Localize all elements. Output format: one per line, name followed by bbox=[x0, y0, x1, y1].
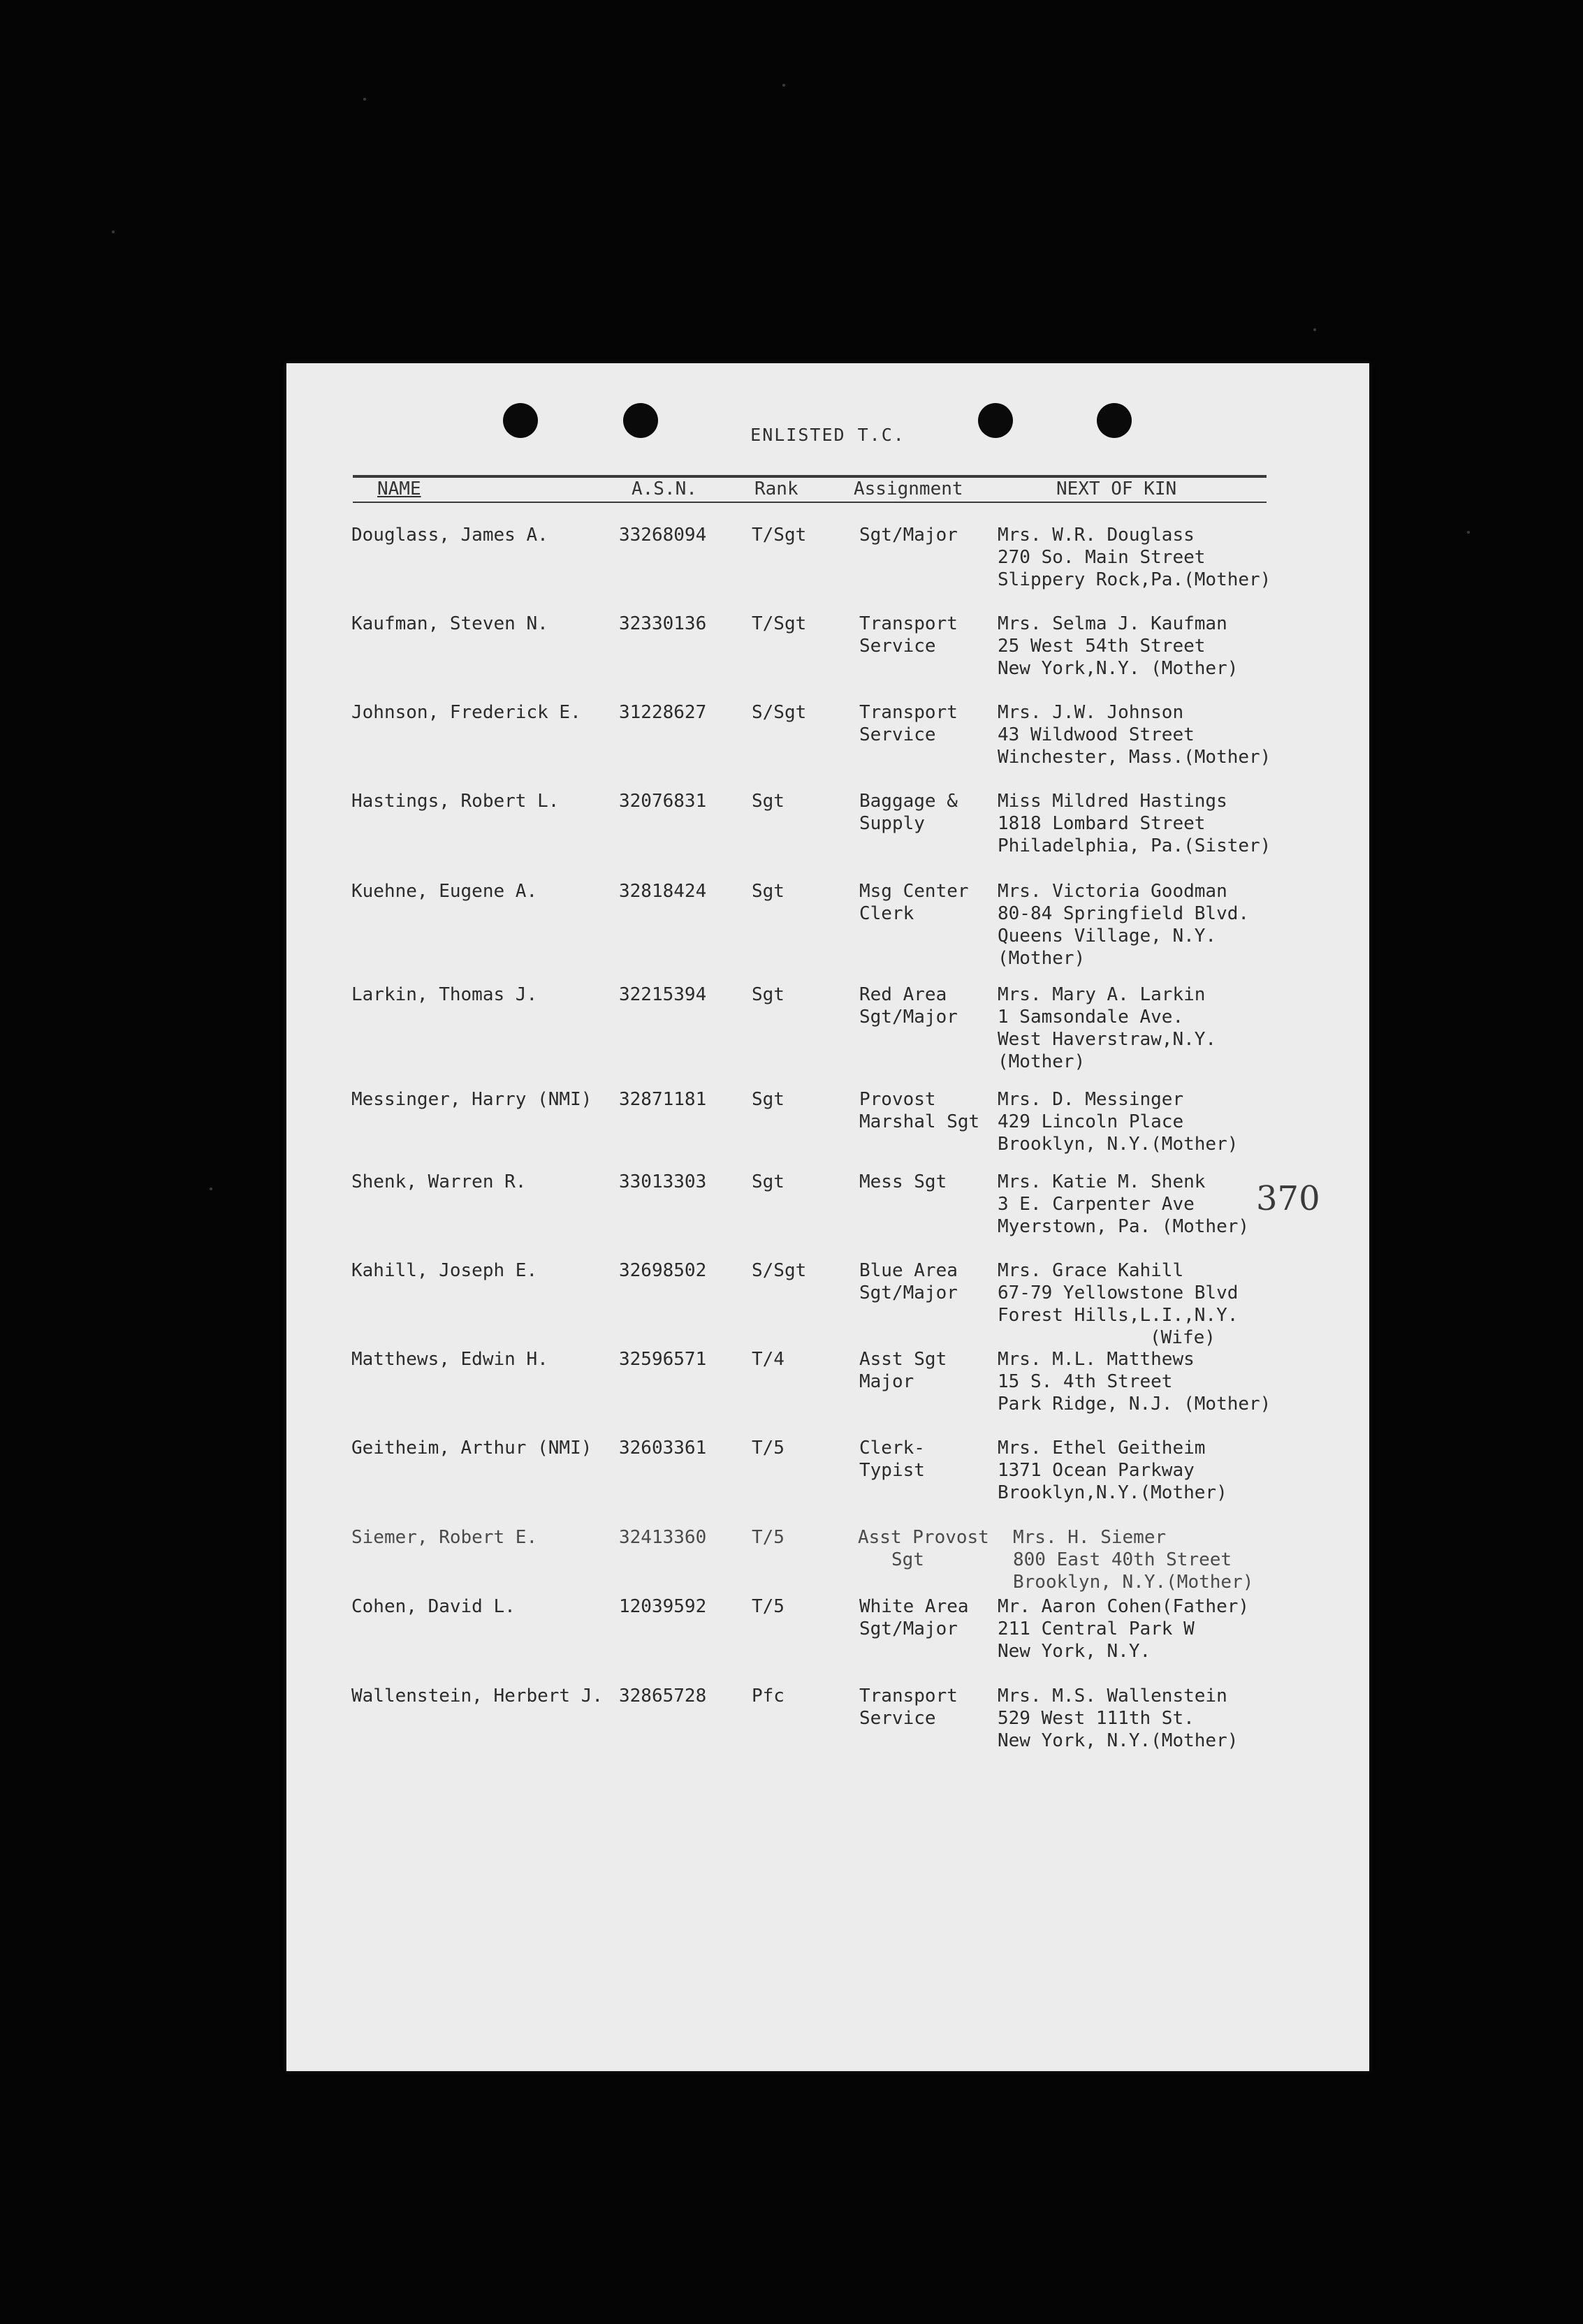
rank: T/5 bbox=[752, 1438, 785, 1459]
next-of-kin-line: Mr. Aaron Cohen(Father) bbox=[998, 1596, 1250, 1617]
next-of-kin-line: 211 Central Park W bbox=[998, 1618, 1195, 1639]
assignment bbox=[858, 1526, 989, 1571]
serial-number: 33268094 bbox=[619, 525, 707, 546]
next-of-kin-line: Mrs. Grace Kahill bbox=[998, 1260, 1184, 1281]
assignment-line: Marshal Sgt bbox=[859, 1111, 980, 1132]
assignment-line: Sgt bbox=[891, 1549, 924, 1570]
next-of-kin-line: Mrs. Katie M. Shenk bbox=[998, 1171, 1206, 1192]
serial-number: 32603361 bbox=[619, 1438, 707, 1459]
assignment bbox=[859, 524, 958, 546]
document-title: ENLISTED T.C. bbox=[750, 425, 905, 445]
assignment-line: Transport bbox=[859, 613, 958, 634]
next-of-kin bbox=[998, 701, 1271, 768]
assignment-line: Asst Sgt bbox=[859, 1349, 947, 1370]
next-of-kin-line: Mrs. Ethel Geitheim bbox=[998, 1438, 1206, 1459]
next-of-kin bbox=[998, 880, 1249, 970]
assignment-line: Sgt/Major bbox=[859, 1007, 958, 1028]
soldier-name: Hastings, Robert L. bbox=[351, 791, 560, 812]
next-of-kin bbox=[998, 790, 1271, 857]
next-of-kin bbox=[998, 613, 1238, 680]
serial-number: 32413360 bbox=[619, 1527, 707, 1548]
soldier-name: Cohen, David L. bbox=[351, 1596, 516, 1617]
next-of-kin-line: 529 West 111th St. bbox=[998, 1708, 1195, 1729]
next-of-kin-line: Brooklyn,N.Y.(Mother) bbox=[998, 1482, 1227, 1503]
serial-number: 32698502 bbox=[619, 1260, 707, 1281]
serial-number: 12039592 bbox=[619, 1596, 707, 1617]
assignment-line: Typist bbox=[859, 1460, 925, 1481]
next-of-kin-line: Forest Hills,L.I.,N.Y. bbox=[998, 1305, 1239, 1326]
next-of-kin-line: 1 Samsondale Ave. bbox=[998, 1007, 1184, 1028]
serial-number: 32215394 bbox=[619, 984, 707, 1005]
assignment bbox=[859, 1595, 969, 1640]
assignment bbox=[859, 880, 969, 925]
soldier-name: Shenk, Warren R. bbox=[351, 1171, 527, 1192]
assignment-line: Provost bbox=[859, 1089, 936, 1110]
next-of-kin-line: 1818 Lombard Street bbox=[998, 813, 1206, 834]
next-of-kin-line: 15 S. 4th Street bbox=[998, 1371, 1173, 1392]
next-of-kin bbox=[998, 524, 1271, 591]
assignment bbox=[859, 701, 958, 746]
rank: Sgt bbox=[752, 1089, 785, 1110]
serial-number: 32076831 bbox=[619, 791, 707, 812]
assignment-line: Sgt/Major bbox=[859, 1618, 958, 1639]
rank: Pfc bbox=[752, 1686, 785, 1707]
header-rule bbox=[353, 475, 1267, 478]
next-of-kin-line: 3 E. Carpenter Ave bbox=[998, 1194, 1195, 1215]
assignment-line: Service bbox=[859, 636, 936, 657]
next-of-kin-line: Philadelphia, Pa.(Sister) bbox=[998, 835, 1271, 856]
assignment-line: Clerk bbox=[859, 903, 914, 924]
rank: T/5 bbox=[752, 1596, 785, 1617]
next-of-kin-line: (Wife) bbox=[1150, 1327, 1216, 1348]
next-of-kin-line: 80-84 Springfield Blvd. bbox=[998, 903, 1250, 924]
assignment-line: Asst Provost bbox=[858, 1527, 989, 1548]
serial-number: 32596571 bbox=[619, 1349, 707, 1370]
next-of-kin-line: 1371 Ocean Parkway bbox=[998, 1460, 1195, 1481]
assignment-line: Transport bbox=[859, 1686, 958, 1707]
next-of-kin-line: Queens Village, N.Y. bbox=[998, 926, 1217, 947]
header-underline bbox=[353, 502, 1267, 503]
column-header-name: NAME bbox=[377, 478, 421, 499]
assignment bbox=[859, 1437, 925, 1482]
assignment bbox=[859, 1348, 947, 1393]
next-of-kin bbox=[998, 984, 1216, 1073]
next-of-kin-line: 800 East 40th Street bbox=[1013, 1549, 1232, 1570]
rank: Sgt bbox=[752, 791, 785, 812]
next-of-kin-line: Winchester, Mass.(Mother) bbox=[998, 747, 1271, 768]
next-of-kin-line: 429 Lincoln Place bbox=[998, 1111, 1184, 1132]
serial-number: 32871181 bbox=[619, 1089, 707, 1110]
next-of-kin bbox=[998, 1259, 1238, 1349]
assignment bbox=[859, 1088, 979, 1133]
next-of-kin-line: Park Ridge, N.J. (Mother) bbox=[998, 1394, 1271, 1415]
column-header-assignment: Assignment bbox=[854, 478, 963, 499]
next-of-kin-line: Mrs. W.R. Douglass bbox=[998, 525, 1195, 546]
rank: T/5 bbox=[752, 1527, 785, 1548]
assignment-line: Mess Sgt bbox=[859, 1171, 947, 1192]
assignment bbox=[859, 790, 958, 835]
soldier-name: Geitheim, Arthur (NMI) bbox=[351, 1438, 592, 1459]
next-of-kin-line: 25 West 54th Street bbox=[998, 636, 1206, 657]
assignment-line: Service bbox=[859, 1708, 936, 1729]
assignment bbox=[859, 1171, 947, 1193]
assignment bbox=[859, 984, 958, 1028]
soldier-name: Douglass, James A. bbox=[351, 525, 548, 546]
assignment-line: White Area bbox=[859, 1596, 969, 1617]
soldier-name: Kahill, Joseph E. bbox=[351, 1260, 538, 1281]
next-of-kin-line: New York, N.Y.(Mother) bbox=[998, 1730, 1239, 1751]
document-page bbox=[286, 363, 1369, 2071]
next-of-kin-line: (Mother) bbox=[998, 1051, 1086, 1072]
soldier-name: Matthews, Edwin H. bbox=[351, 1349, 548, 1370]
rank: S/Sgt bbox=[752, 702, 807, 723]
next-of-kin bbox=[998, 1171, 1249, 1238]
next-of-kin-line: (Mother) bbox=[998, 948, 1086, 969]
assignment-line: Blue Area bbox=[859, 1260, 958, 1281]
rank: Sgt bbox=[752, 984, 785, 1005]
soldier-name: Larkin, Thomas J. bbox=[351, 984, 538, 1005]
soldier-name: Siemer, Robert E. bbox=[351, 1527, 538, 1548]
next-of-kin-line: New York, N.Y. bbox=[998, 1641, 1151, 1662]
column-header-asn: A.S.N. bbox=[632, 478, 697, 499]
next-of-kin-line: Mrs. Mary A. Larkin bbox=[998, 984, 1206, 1005]
serial-number: 32330136 bbox=[619, 613, 707, 634]
assignment-line: Transport bbox=[859, 702, 958, 723]
next-of-kin bbox=[998, 1348, 1271, 1415]
next-of-kin-line: Slippery Rock,Pa.(Mother) bbox=[998, 569, 1271, 590]
assignment-line: Red Area bbox=[859, 984, 947, 1005]
next-of-kin bbox=[998, 1437, 1227, 1504]
page-number: 370 bbox=[1256, 1179, 1320, 1218]
next-of-kin-line: Miss Mildred Hastings bbox=[998, 791, 1227, 812]
assignment-line: Service bbox=[859, 724, 936, 745]
assignment bbox=[859, 1259, 958, 1304]
assignment-line: Baggage & bbox=[859, 791, 958, 812]
serial-number: 31228627 bbox=[619, 702, 707, 723]
next-of-kin-line: 67-79 Yellowstone Blvd bbox=[998, 1282, 1239, 1303]
rank: S/Sgt bbox=[752, 1260, 807, 1281]
assignment-line: Supply bbox=[859, 813, 925, 834]
assignment-line: Major bbox=[859, 1371, 914, 1392]
rank: Sgt bbox=[752, 881, 785, 902]
next-of-kin-line: New York,N.Y. (Mother) bbox=[998, 658, 1239, 679]
soldier-name: Johnson, Frederick E. bbox=[351, 702, 581, 723]
soldier-name: Messinger, Harry (NMI) bbox=[351, 1089, 592, 1110]
next-of-kin-line: Mrs. H. Siemer bbox=[1013, 1527, 1167, 1548]
next-of-kin bbox=[1013, 1526, 1253, 1593]
assignment bbox=[859, 1685, 958, 1730]
assignment-line: Sgt/Major bbox=[859, 525, 958, 546]
next-of-kin-line: Mrs. Victoria Goodman bbox=[998, 881, 1227, 902]
next-of-kin bbox=[998, 1088, 1238, 1155]
assignment-line: Clerk- bbox=[859, 1438, 925, 1459]
next-of-kin bbox=[998, 1685, 1238, 1752]
assignment-line: Sgt/Major bbox=[859, 1282, 958, 1303]
next-of-kin-line: Mrs. J.W. Johnson bbox=[998, 702, 1184, 723]
next-of-kin-line: West Haverstraw,N.Y. bbox=[998, 1029, 1217, 1050]
column-header-next-of-kin: NEXT OF KIN bbox=[1056, 478, 1177, 499]
next-of-kin bbox=[998, 1595, 1249, 1662]
rank: Sgt bbox=[752, 1171, 785, 1192]
next-of-kin-line: Myerstown, Pa. (Mother) bbox=[998, 1216, 1250, 1237]
serial-number: 33013303 bbox=[619, 1171, 707, 1192]
serial-number: 32818424 bbox=[619, 881, 707, 902]
next-of-kin-line: Mrs. M.L. Matthews bbox=[998, 1349, 1195, 1370]
next-of-kin-line: Mrs. D. Messinger bbox=[998, 1089, 1184, 1110]
column-header-rank: Rank bbox=[754, 478, 798, 499]
assignment bbox=[859, 613, 958, 657]
assignment-line: Msg Center bbox=[859, 881, 969, 902]
soldier-name: Wallenstein, Herbert J. bbox=[351, 1686, 604, 1707]
next-of-kin-line: Brooklyn, N.Y.(Mother) bbox=[998, 1134, 1239, 1155]
rank: T/4 bbox=[752, 1349, 785, 1370]
next-of-kin-line: Brooklyn, N.Y.(Mother) bbox=[1013, 1572, 1254, 1593]
rank: T/Sgt bbox=[752, 613, 807, 634]
next-of-kin-line: Mrs. M.S. Wallenstein bbox=[998, 1686, 1227, 1707]
next-of-kin-line: 43 Wildwood Street bbox=[998, 724, 1195, 745]
next-of-kin-line: 270 So. Main Street bbox=[998, 547, 1206, 568]
rank: T/Sgt bbox=[752, 525, 807, 546]
serial-number: 32865728 bbox=[619, 1686, 707, 1707]
soldier-name: Kuehne, Eugene A. bbox=[351, 881, 538, 902]
next-of-kin-line: Mrs. Selma J. Kaufman bbox=[998, 613, 1227, 634]
soldier-name: Kaufman, Steven N. bbox=[351, 613, 548, 634]
